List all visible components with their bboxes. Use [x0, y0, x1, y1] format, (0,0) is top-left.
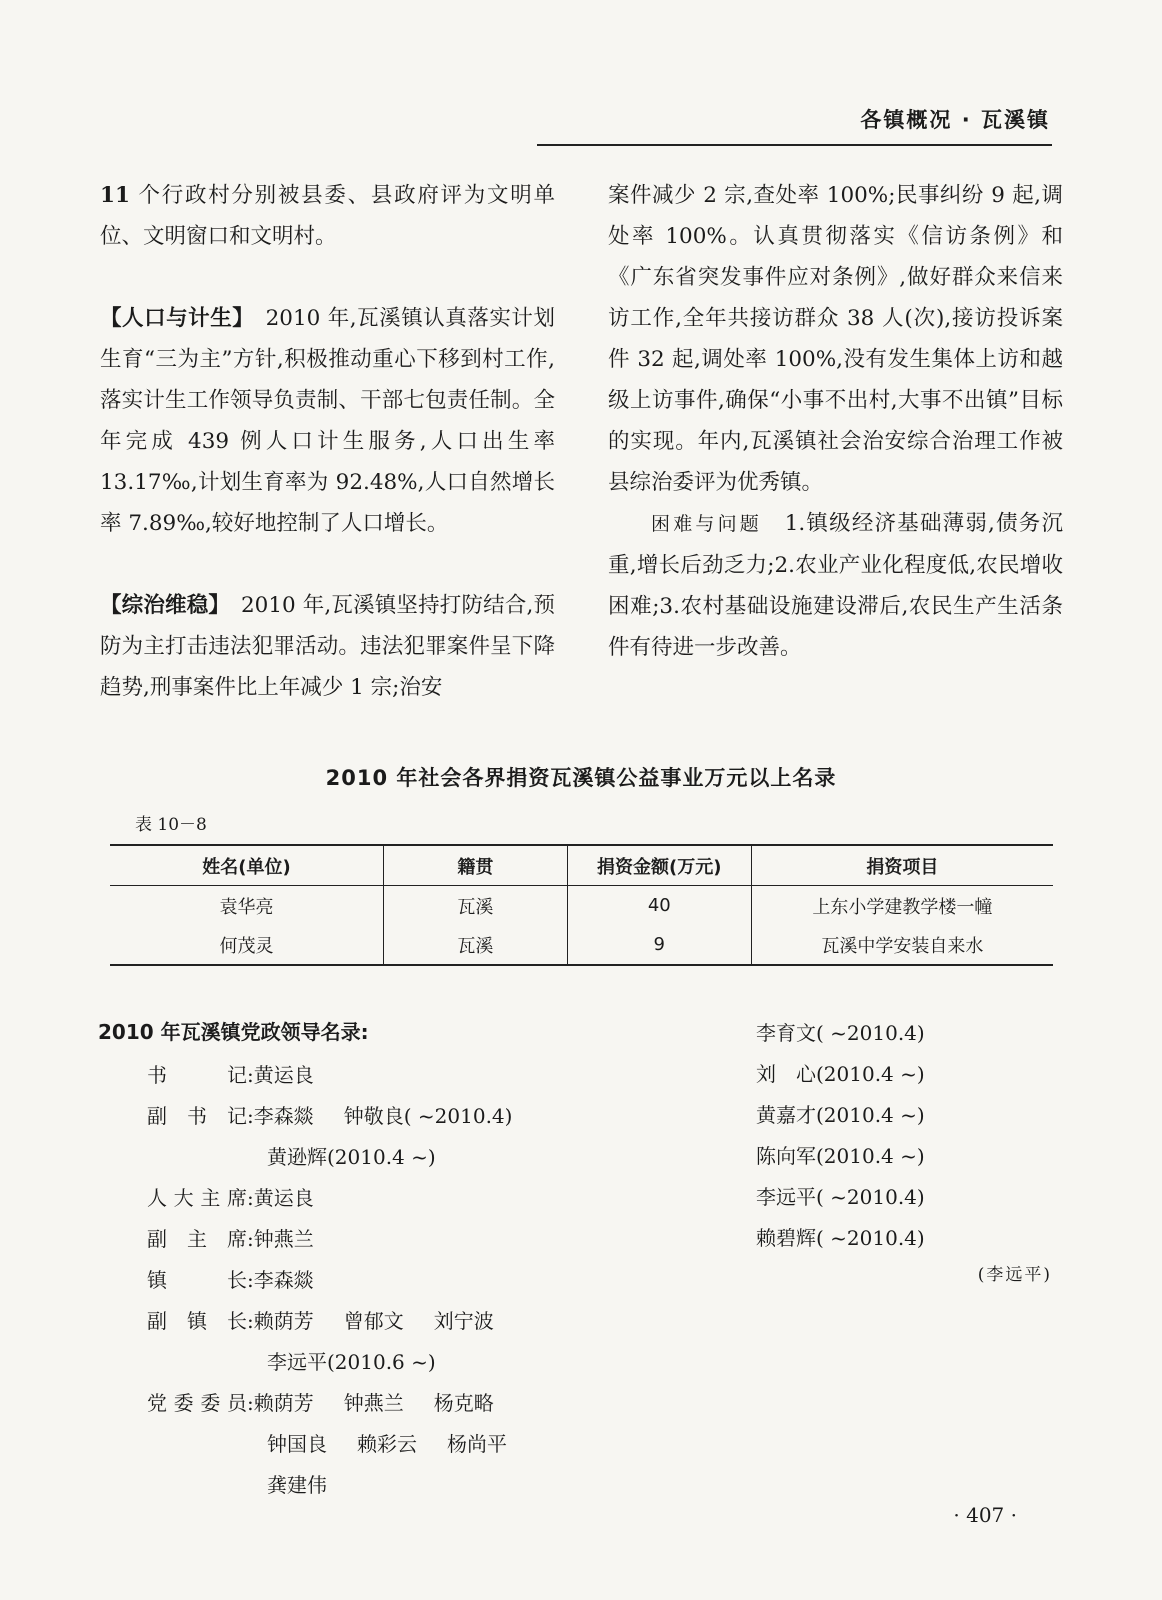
- leader-name: 李远平(2010.6 ~): [267, 1350, 436, 1374]
- leader-name: 李育文( ~2010.4): [756, 1021, 925, 1045]
- role-colon: :: [247, 1063, 254, 1087]
- role-colon: [247, 1424, 267, 1465]
- leader-row: [147, 1055, 542, 1096]
- header-rule: [537, 144, 1052, 146]
- table-row: [110, 886, 1053, 926]
- leader-names: [254, 1055, 344, 1096]
- leader-role: 副书记: [147, 1104, 247, 1128]
- leader-name: 赖彩云: [357, 1432, 417, 1456]
- leader-names: [254, 1301, 524, 1342]
- leader-row: [147, 1383, 542, 1424]
- table-label: 表 10－8: [135, 815, 207, 835]
- leader-name: 黄逊辉(2010.4 ~): [267, 1145, 436, 1169]
- leader-role: 人大主席: [147, 1186, 247, 1210]
- column-header-amount: 捐资金额(万元): [567, 845, 751, 886]
- cell-origin: 瓦溪: [383, 886, 567, 926]
- leader-names: [254, 1096, 543, 1137]
- role-colon: :: [247, 1227, 254, 1251]
- role-colon: :: [247, 1309, 254, 1333]
- paragraph-text: 2010 年,瓦溪镇认真落实计划生育“三为主”方针,积极推动重心下移到村工作,落实计生工作领导负责制、干部七包责任制。全年完成 439 例人口计生服务,人口出生率 13.17‰,计划生育率为 92.48%,人口自然增长率 7.89‰,较好地控制了人口增长。: [100, 306, 555, 536]
- role-colon: :: [247, 1268, 254, 1292]
- leader-row: [147, 1096, 542, 1137]
- leader-name: 杨克略: [433, 1391, 494, 1415]
- leader-names: [254, 1260, 344, 1301]
- leader-name: 黄运良: [253, 1063, 314, 1087]
- page-number: · 407 ·: [953, 1503, 1017, 1527]
- cell-name: 袁华亮: [219, 896, 274, 918]
- leader-name: 赖荫芳: [253, 1309, 314, 1333]
- leader-row: [147, 1465, 542, 1506]
- leader-role: [147, 1424, 247, 1465]
- paragraph-text: 个行政村分别被县委、县政府评为文明单位、文明窗口和文明村。: [100, 183, 555, 249]
- paragraph-civilized-villages: [100, 175, 555, 257]
- subheading-problems: 困难与问题: [651, 513, 763, 535]
- cell-amount: 9: [567, 925, 751, 965]
- leader-row: [147, 1178, 542, 1219]
- leader-role: 书记: [147, 1063, 247, 1087]
- leader-name: 曾郁文: [343, 1309, 404, 1333]
- role-colon: :: [247, 1186, 254, 1210]
- table-title: 2010 年社会各界捐资瓦溪镇公益事业万元以上名录: [325, 766, 837, 790]
- leader-name: 钟燕兰: [253, 1227, 314, 1251]
- column-header-origin: 籍贯: [383, 845, 567, 886]
- left-column: [100, 175, 555, 708]
- table-header-row: [110, 845, 1053, 886]
- leader-name: 李森燚: [253, 1268, 314, 1292]
- running-header: 各镇概况 · 瓦溪镇: [860, 108, 1050, 132]
- leader-names: [267, 1137, 466, 1178]
- cell-project: 瓦溪中学安装自来水: [751, 925, 1053, 965]
- leaders-title: 2010 年瓦溪镇党政领导名录:: [98, 1020, 369, 1044]
- leader-role: [147, 1465, 247, 1506]
- leader-role: 副主席: [147, 1227, 247, 1251]
- author-credit: (李远平): [977, 1265, 1052, 1285]
- section-heading-security: 【综治维稳】: [100, 593, 220, 618]
- right-column: [608, 175, 1063, 668]
- leader-name: 李森燚: [253, 1104, 314, 1128]
- village-count: 11: [100, 183, 130, 208]
- leader-name: 陈向军(2010.4 ~): [756, 1144, 925, 1168]
- leader-row: [147, 1137, 542, 1178]
- role-colon: :: [247, 1391, 254, 1415]
- paragraph-problems: [608, 503, 1063, 668]
- leader-names: [267, 1342, 466, 1383]
- leader-row: [147, 1301, 542, 1342]
- leader-name: 黄嘉才(2010.4 ~): [756, 1103, 925, 1127]
- leader-name: 龚建伟: [267, 1473, 327, 1497]
- leader-role: [147, 1342, 247, 1383]
- leader-role: 党委委员: [147, 1391, 247, 1415]
- cell-origin: 瓦溪: [383, 925, 567, 965]
- leader-name: 赖碧辉( ~2010.4): [756, 1226, 925, 1250]
- role-colon: [247, 1137, 267, 1178]
- table-row: [110, 925, 1053, 965]
- leader-name: 赖荫芳: [253, 1391, 314, 1415]
- role-colon: :: [247, 1104, 254, 1128]
- paragraph-security: [100, 585, 555, 708]
- cell-project: 上东小学建教学楼一幢: [751, 886, 1053, 926]
- leader-names: [254, 1219, 344, 1260]
- leader-name: 刘 心(2010.4 ~): [756, 1062, 925, 1086]
- leaders-list: [147, 1055, 542, 1506]
- paragraph-text: 1.镇级经济基础薄弱,债务沉重,增长后劲乏力;2.农业产业化程度低,农民增收困难;3.农村基础设施建设滞后,农民生产生活条件有待进一步改善。: [608, 511, 1063, 660]
- leader-role: 副镇长: [147, 1309, 247, 1333]
- leader-names: [254, 1178, 344, 1219]
- paragraph-text: 2010 年,瓦溪镇坚持打防结合,预防为主打击违法犯罪活动。违法犯罪案件呈下降趋势,刑事案件比上年减少 1 宗;治安: [100, 593, 555, 700]
- leader-name: 黄运良: [253, 1186, 314, 1210]
- leader-name: 钟敬良( ~2010.4): [343, 1104, 513, 1128]
- leader-names: [254, 1383, 524, 1424]
- leaders-list-continued: [756, 1013, 925, 1259]
- cell-name: 何茂灵: [110, 925, 383, 965]
- leader-name: 杨尚平: [447, 1432, 507, 1456]
- role-colon: [247, 1342, 267, 1383]
- leader-role: 镇长: [147, 1268, 247, 1292]
- column-header-name: 姓名(单位): [110, 845, 383, 886]
- leader-name: 刘宁波: [433, 1309, 494, 1333]
- leader-row: [147, 1424, 542, 1465]
- leader-role: [147, 1137, 247, 1178]
- role-colon: [247, 1465, 267, 1506]
- leader-names: [267, 1465, 357, 1506]
- paragraph-security-continued: 案件减少 2 宗,查处率 100%;民事纠纷 9 起,调处率 100%。认真贯彻落实《信访条例》和《广东省突发事件应对条例》,做好群众来信来访工作,全年共接访群众 38 人(次),接访投诉案件 32 起,调处率 100%,没有发生集体上访和越级上访事件,确保“小事不出村,大事不出镇”目标的实现。年内,瓦溪镇社会治安综合治理工作被县综治委评为优秀镇。: [608, 183, 1063, 495]
- leader-name: 钟国良: [267, 1432, 327, 1456]
- leader-name: 钟燕兰: [343, 1391, 404, 1415]
- leader-row: [147, 1342, 542, 1383]
- donor-table: [110, 844, 1053, 966]
- leader-row: [147, 1260, 542, 1301]
- leader-names: [267, 1424, 537, 1465]
- paragraph-population: [100, 298, 555, 544]
- leader-name: 李远平( ~2010.4): [756, 1185, 925, 1209]
- column-header-project: 捐资项目: [751, 845, 1053, 886]
- cell-amount: 40: [567, 886, 751, 926]
- leader-row: [147, 1219, 542, 1260]
- section-heading-population: 【人口与计生】: [100, 306, 244, 331]
